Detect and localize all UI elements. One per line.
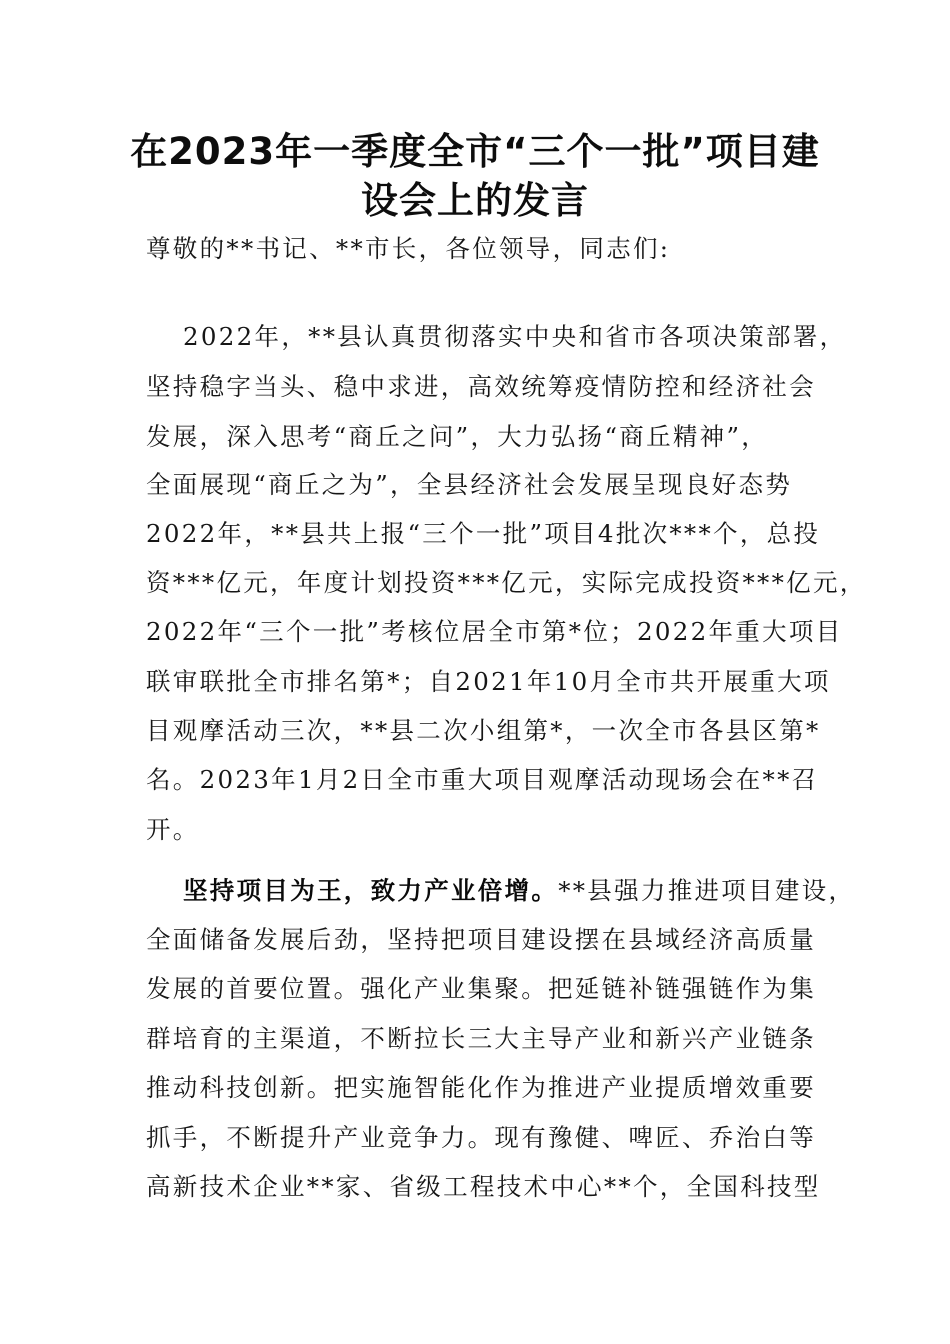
paragraph-1-line: 开。 xyxy=(146,815,200,844)
document-title-line-2: 设会上的发言 xyxy=(361,179,589,222)
paragraph-2-line: 发展的首要位置。强化产业集聚。把延链补链强链作为集 xyxy=(146,974,816,1003)
paragraph-2-line: 全面储备发展后劲，坚持把项目建设摆在县域经济高质量 xyxy=(146,925,816,954)
document-title-line-1: 在2023年一季度全市“三个一批”项目建 xyxy=(130,130,820,173)
paragraph-2-heading: 坚持项目为王，致力产业倍增。 xyxy=(183,876,559,905)
paragraph-1-line: 全面展现“商丘之为”，全县经济社会发展呈现良好态势 xyxy=(146,470,793,499)
paragraph-1-line: 2022年“三个一批”考核位居全市第*位；2022年重大项目 xyxy=(146,617,843,646)
salutation: 尊敬的**书记、**市长，各位领导，同志们: xyxy=(146,234,671,263)
paragraph-2-first-line xyxy=(183,874,855,908)
paragraph-1-line: 目观摩活动三次，**县二次小组第*，一次全市各县区第* xyxy=(146,716,821,745)
paragraph-1-line: 2022年，**县认真贯彻落实中央和省市各项决策部署， xyxy=(183,322,847,351)
paragraph-1-line: 联审联批全市排名第*；自2021年10月全市共开展重大项 xyxy=(146,667,831,696)
paragraph-1-line: 坚持稳字当头、稳中求进，高效统筹疫情防控和经济社会 xyxy=(146,372,816,401)
paragraph-2-line: 高新技术企业**家、省级工程技术中心**个，全国科技型 xyxy=(146,1172,821,1201)
paragraph-2-line: 抓手，不断提升产业竞争力。现有豫健、啤匠、乔治白等 xyxy=(146,1123,816,1152)
paragraph-1-line: 2022年，**县共上报“三个一批”项目4批次***个，总投 xyxy=(146,519,821,548)
paragraph-1-line: 名。2023年1月2日全市重大项目观摩活动现场会在**召 xyxy=(146,765,819,794)
paragraph-2-first-line-text: **县强力推进项目建设， xyxy=(558,876,856,905)
paragraph-1-line: 发展，深入思考“商丘之问”，大力弘扬“商丘精神”， xyxy=(146,422,769,451)
paragraph-2-line: 群培育的主渠道，不断拉长三大主导产业和新兴产业链条 xyxy=(146,1024,816,1053)
paragraph-2-line: 推动科技创新。把实施智能化作为推进产业提质增效重要 xyxy=(146,1073,816,1102)
paragraph-1-line: 资***亿元，年度计划投资***亿元，实际完成投资***亿元， xyxy=(146,568,867,597)
